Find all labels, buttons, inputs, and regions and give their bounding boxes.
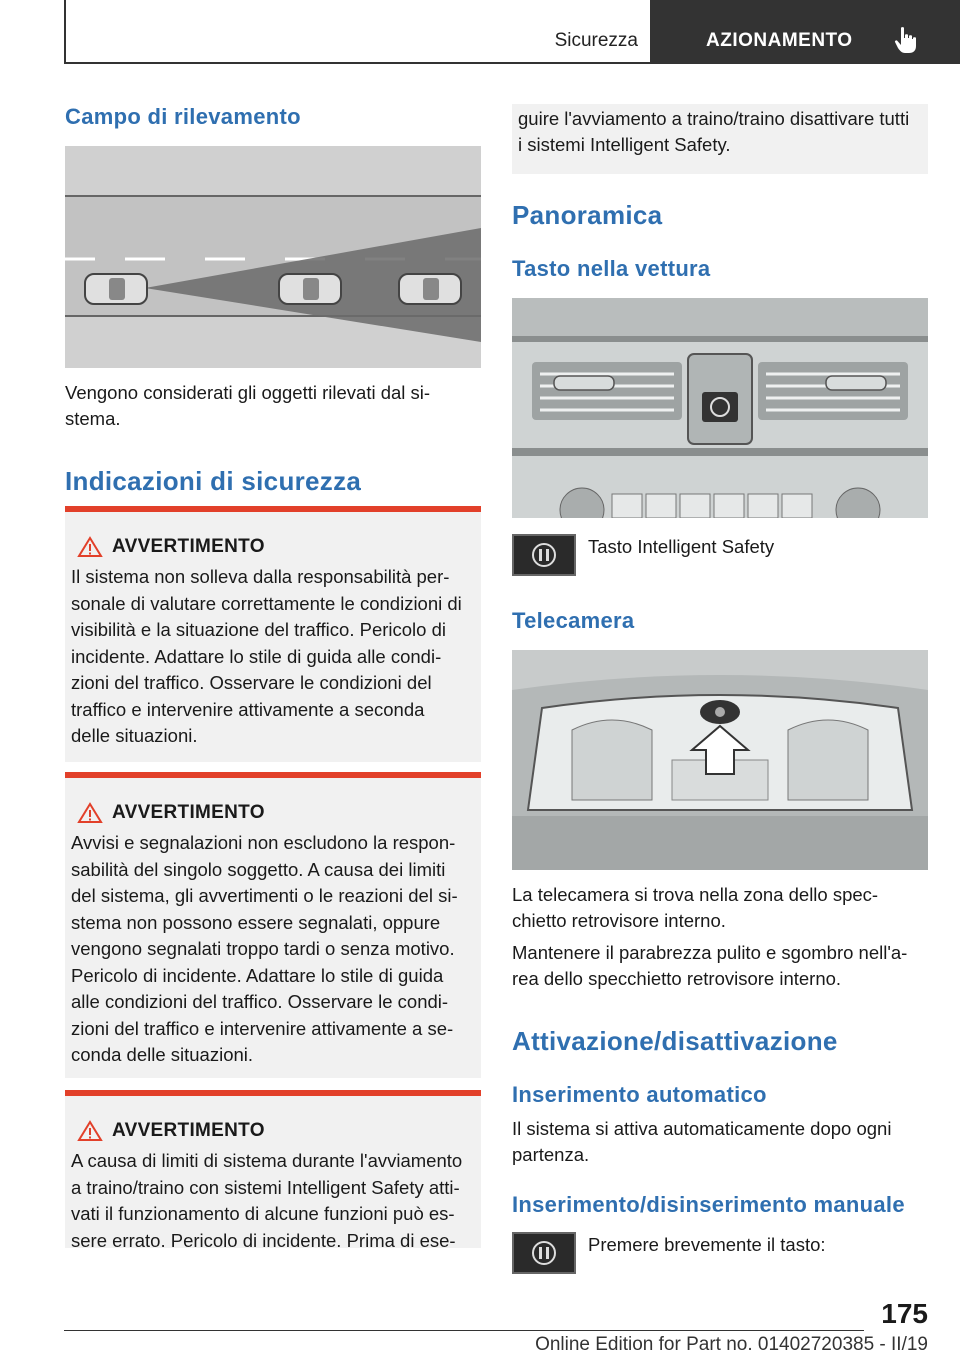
intelligent-safety-button-icon: [512, 534, 576, 576]
warning-line: sabilità del singolo soggetto. A causa dei limiti: [71, 858, 446, 880]
dashboard-button-illustration: [512, 298, 928, 518]
page-header: [64, 0, 960, 64]
warning-box-3: [65, 1090, 481, 1251]
warning-line: alle condizioni del traffico. Osservare le condi-: [71, 991, 449, 1012]
warning-line: stema non possono essere segnalati, oppure: [71, 911, 441, 933]
warning-line: delle situazioni.: [71, 725, 198, 746]
warning-line: zioni del traffico e intervenire attivamente a se-: [71, 1017, 454, 1039]
warning-line: a traino/traino con sistemi Intelligent Safety atti-: [71, 1176, 460, 1198]
heading-tasto-nella-vettura: Tasto nella vettura: [512, 256, 711, 281]
footer-edition: Online Edition for Part no. 01402720385 - II/19: [535, 1334, 928, 1355]
header-section-box: [64, 0, 650, 64]
manuale-text: Premere brevemente il tasto:: [588, 1234, 826, 1255]
warning-line: sere errato. Pericolo di incidente. Prima di ese-: [71, 1229, 456, 1251]
warning-line: vati il funzionamento di alcune funzioni può es-: [71, 1203, 455, 1224]
header-chapter: AZIONAMENTO: [706, 30, 853, 51]
warning-line: vengono segnalati troppo tardi o senza motivo.: [71, 938, 455, 959]
intelligent-safety-button-icon: [512, 1232, 576, 1274]
warning-line: Avvisi e segnalazioni non escludono la respon-: [71, 832, 456, 853]
warning-line: Pericolo di incidente. Adattare lo stile di guida: [71, 964, 444, 986]
warning-title: AVVERTIMENTO: [112, 802, 265, 823]
warning-triangle-icon: [77, 802, 103, 824]
footer-divider: [64, 1330, 864, 1331]
heading-attivazione: Attivazione/disattivazione: [512, 1026, 838, 1056]
warning-continuation: [512, 104, 928, 174]
telecamera-text-line-1: La telecamera si trova nella zona dello spec-: [512, 884, 879, 905]
telecamera-text-line-3: Mantenere il parabrezza pulito e sgombro nell'a-: [512, 942, 908, 963]
continuation-line-2: i sistemi Intelligent Safety.: [518, 134, 731, 155]
warning-line: conda delle situazioni.: [71, 1044, 254, 1065]
warning-line: visibilità e la situazione del traffico. Pericolo di: [71, 619, 446, 640]
heading-telecamera: Telecamera: [512, 608, 635, 633]
heading-indicazioni-di-sicurezza: Indicazioni di sicurezza: [65, 466, 362, 496]
heading-inserimento-manuale: Inserimento/disinserimento manuale: [512, 1192, 905, 1217]
warning-line: Il sistema non solleva dalla responsabilità per-: [71, 566, 450, 587]
detection-range-illustration: [65, 146, 481, 368]
page-number: 175: [881, 1298, 928, 1329]
warning-box-1: [65, 506, 481, 762]
telecamera-text-line-2: chietto retrovisore interno.: [512, 910, 726, 931]
warning-line: del sistema, gli avvertimenti o le reazioni del si-: [71, 885, 458, 906]
warning-body: [71, 1148, 477, 1254]
header-section: Sicurezza: [554, 30, 638, 51]
warning-line: traffico e intervenire attivamente a seconda: [71, 698, 425, 720]
warning-triangle-icon: [77, 1120, 103, 1142]
telecamera-text-line-4: rea dello specchietto retrovisore interno.: [512, 968, 842, 989]
warning-title: AVVERTIMENTO: [112, 1120, 265, 1141]
warning-line: sonale di valutare correttamente le condizioni di: [71, 592, 462, 614]
hand-pointer-icon: [894, 26, 918, 54]
header-chapter-tab: [650, 0, 960, 64]
warning-line: zioni del traffico. Osservare le condizioni del: [71, 672, 432, 693]
continuation-line-1: guire l'avviamento a traino/traino disattivare tutti: [518, 108, 910, 129]
warning-body: [71, 564, 477, 750]
warning-line: incidente. Adattare lo stile di guida alle condi-: [71, 645, 442, 667]
warning-triangle-icon: [77, 536, 103, 558]
heading-inserimento-automatico: Inserimento automatico: [512, 1082, 767, 1107]
auto-text-line-2: partenza.: [512, 1144, 590, 1165]
campo-text-line-1: Vengono considerati gli oggetti rilevati dal si-: [65, 382, 431, 403]
heading-campo-di-rilevamento: Campo di rilevamento: [65, 104, 301, 129]
heading-panoramica: Panoramica: [512, 200, 663, 230]
warning-body: [71, 830, 477, 1069]
camera-location-illustration: [512, 650, 928, 870]
campo-text-line-2: stema.: [65, 408, 121, 429]
warning-line: A causa di limiti di sistema durante l'avviamento: [71, 1150, 463, 1171]
auto-text-line-1: Il sistema si attiva automaticamente dopo ogni: [512, 1118, 892, 1139]
tasto-label: Tasto Intelligent Safety: [588, 536, 775, 557]
warning-box-2: [65, 772, 481, 1078]
warning-title: AVVERTIMENTO: [112, 536, 265, 557]
